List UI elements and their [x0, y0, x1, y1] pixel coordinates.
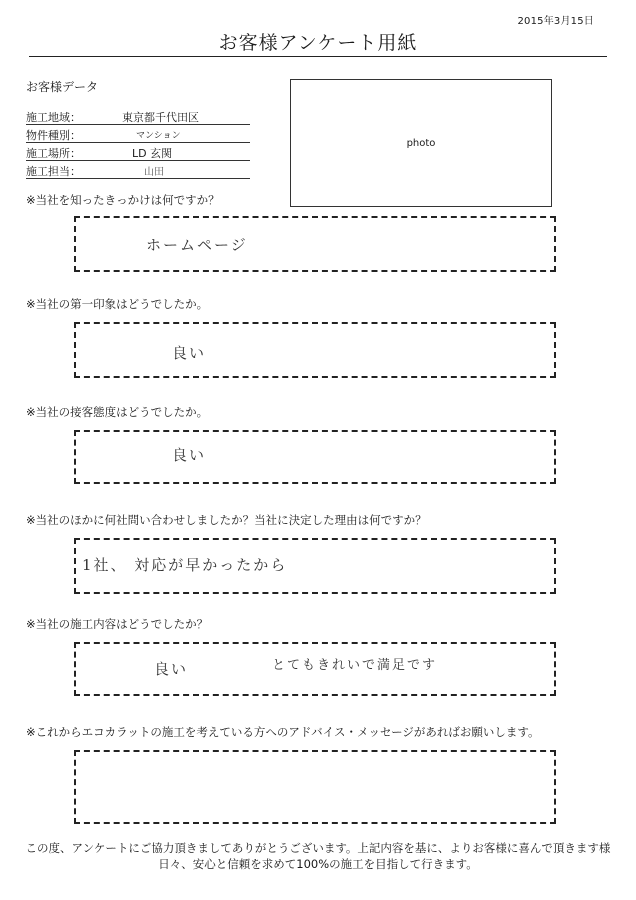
info-label-staff: 施工担当： — [26, 165, 81, 178]
photo-placeholder — [290, 79, 552, 207]
answer-5-handwriting-comment: とてもきれいで満足です — [272, 658, 438, 673]
answer-4-handwriting: 1社、 対応が早かったから — [82, 556, 288, 574]
photo-label: photo — [406, 138, 436, 149]
question-2: ※当社の第一印象はどうでしたか。 — [26, 297, 209, 311]
answer-box-3 — [74, 430, 556, 484]
footer-line-1: この度、アンケートにご協力頂きましてありがとうございます。上記内容を基に、よりお客様に喜んで頂きます様 — [25, 841, 611, 855]
answer-2-handwriting: 良い — [172, 344, 207, 362]
customer-data-heading: お客様データ — [26, 80, 99, 94]
answer-3-handwriting: 良い — [172, 446, 207, 464]
info-label-location: 施工場所： — [26, 147, 81, 160]
question-5: ※当社の施工内容はどうでしたか？ — [26, 617, 209, 631]
page-title: お客様アンケート用紙 — [218, 32, 418, 54]
title-underline — [29, 56, 607, 57]
answer-box-5 — [74, 642, 556, 696]
info-label-area: 施工地域： — [26, 111, 81, 124]
info-value-property-type: マンション — [136, 131, 181, 141]
survey-date: 2015年3月15日 — [517, 16, 594, 27]
answer-box-6 — [74, 750, 556, 824]
info-value-area: 東京都千代田区 — [122, 111, 199, 124]
answer-1-handwriting: ホームページ — [146, 236, 248, 254]
answer-5-handwriting: 良い — [154, 660, 189, 678]
footer-line-2: 日々、安心と信頼を求めて100%の施工を目指して行きます。 — [158, 857, 478, 871]
question-3: ※当社の接客態度はどうでしたか。 — [26, 405, 209, 419]
answer-box-2 — [74, 322, 556, 378]
info-label-property-type: 物件種別： — [26, 129, 81, 142]
answer-box-4 — [74, 538, 556, 594]
info-value-staff: 山田 — [144, 167, 164, 178]
question-6: ※これからエコカラットの施工を考えている方へのアドバイス・メッセージがあればお願いします。 — [26, 725, 540, 739]
question-4: ※当社のほかに何社問い合わせしましたか？当社に決定した理由は何ですか？ — [26, 513, 427, 527]
question-1: ※当社を知ったきっかけは何ですか？ — [26, 193, 220, 207]
info-value-location: LD 玄関 — [132, 147, 173, 160]
answer-box-1 — [74, 216, 556, 272]
